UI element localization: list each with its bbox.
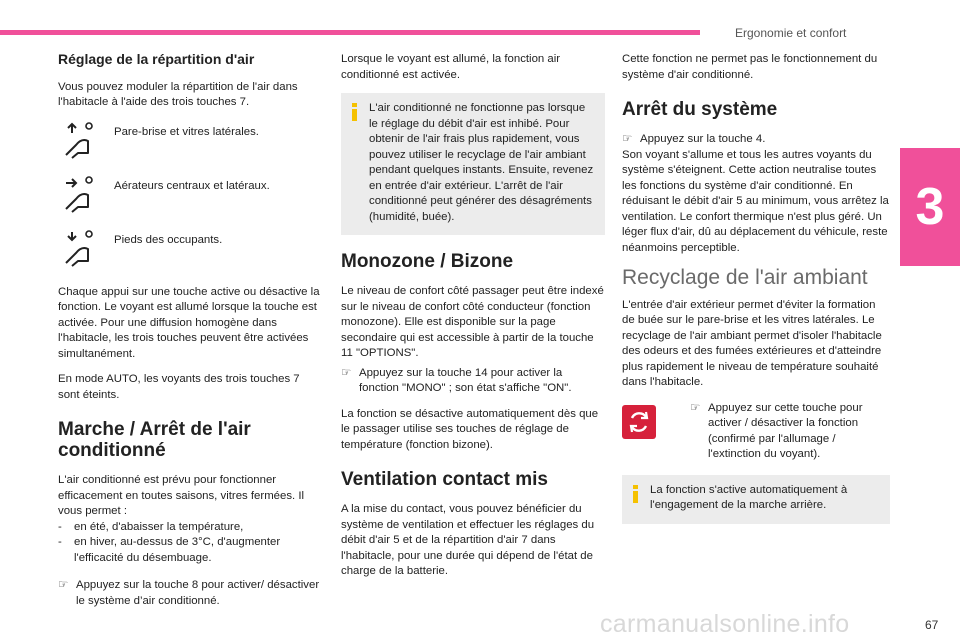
action-item: ☞ Appuyez sur la touche 4.: [622, 132, 890, 148]
section-title: Ergonomie et confort: [735, 26, 847, 40]
chapter-tab: 3: [900, 148, 960, 266]
paragraph: A la mise du contact, vous pouvez bénéficier du système de ventilation et effectuer les réglages du débit d'air 5 et de la répartition d'air 7 dans l'habitacle, pour une durée qui dépend de l'état de charge de la batterie.: [341, 503, 595, 577]
paragraph: Le niveau de confort côté passager peut être indexé sur le niveau de confort côté conducteur (fonction monozone). Elle est disponible sur la page secondaire qui est accessible à partir de la touche 11 "OPTIONS".: [341, 285, 604, 359]
column-3: [622, 52, 890, 536]
info-icon: [632, 485, 640, 503]
watermark: carmanualsonline.info: [600, 610, 850, 638]
action-item: ☞ Appuyez sur la touche 14 pour activer la fonction "MONO" ; son état s'affiche "ON".: [341, 366, 572, 394]
option-label: Pieds des occupants.: [114, 233, 223, 246]
air-distribution-windscreen-icon: [58, 121, 114, 167]
option-feet: [58, 229, 324, 279]
list-item: - en hiver, au-dessus de 3°C, d'augmenter l'efficacité du désembuage.: [58, 536, 281, 564]
paragraph: L'air conditionné est prévu pour fonctionner efficacement en toutes saisons, vitres fermées. Il vous permet :: [58, 474, 305, 517]
paragraph: La fonction se désactive automatiquement dès que le passager utilise ses touches de réglage de température (fonction bizone).: [341, 407, 599, 451]
info-note: L'air conditionné ne fonctionne pas lorsque le réglage du débit d'air est inhibé. Pour obtenir de l'air frais plus rapidement, vous pouvez utiliser le recyclage de l'air ambiant pendant quelques instants. Ensuite, revenez en entrée d'air extérieur. L'arrêt de l'air conditionné peut générer des désagréments (humidité, buée).: [341, 93, 605, 235]
arrow-right-icon: ☞: [622, 133, 633, 145]
column-1: [58, 52, 324, 615]
recycle-action: [622, 401, 890, 463]
option-label: Pare-brise et vitres latérales.: [114, 125, 259, 138]
heading-ac-on-off: Marche / Arrêt de l'air conditionné: [58, 419, 251, 461]
list-item: - en été, d'abaisser la température,: [58, 520, 244, 533]
option-windscreen: [58, 121, 324, 171]
arrow-right-icon: ☞: [58, 579, 69, 591]
intro-text: Vous pouvez moduler la répartition de l'air dans l'habitacle à l'aide des trois touches 7.: [58, 80, 298, 108]
heading-ventilation: Ventilation contact mis: [341, 469, 548, 490]
heading-system-off: Arrêt du système: [622, 99, 778, 120]
paragraph: En mode AUTO, les voyants des trois touches 7 sont éteints.: [58, 373, 300, 401]
column-2: [341, 52, 605, 590]
option-label: Aérateurs centraux et latéraux.: [114, 179, 270, 192]
header-accent-bar: [0, 30, 700, 35]
paragraph: Son voyant s'allume et tous les autres voyants du système s'éteignent. Cette action neutralise toutes les fonctions du système d'air conditionné. En réduisant le débit d'air 5 au minimum, vous arrêtez la ventilation. Le confort thermique n'est plus géré. Un léger flux d'air, dû au déplacement du véhicule, reste néanmoins perceptible.: [622, 148, 889, 254]
page-number: 67: [925, 618, 939, 632]
paragraph: Chaque appui sur une touche active ou désactive la fonction. Le voyant est allumé lorsque la touche est activée. Pour une diffusion homogène dans l'habitacle, les trois touches peuvent être activées simultanément.: [58, 285, 320, 360]
air-distribution-vents-icon: [58, 175, 114, 221]
info-icon: [351, 103, 359, 121]
paragraph: Lorsque le voyant est allumé, la fonction air conditionné est activée.: [341, 53, 561, 81]
info-note: La fonction s'active automatiquement à l'engagement de la marche arrière.: [622, 475, 890, 524]
air-recycle-icon: [622, 405, 656, 439]
air-distribution-feet-icon: [58, 229, 114, 275]
heading-monozone: Monozone / Bizone: [341, 251, 514, 272]
action-item: ☞ Appuyez sur cette touche pour activer / désactiver la fonction (confirmé par l'allumage / l'extinction du voyant).: [690, 401, 863, 460]
action-item: ☞ Appuyez sur la touche 8 pour activer/ désactiver le système d’air conditionné.: [58, 579, 320, 607]
heading-recycling: Recyclage de l'air ambiant: [622, 266, 868, 289]
heading-air-distribution: Réglage de la répartition d'air: [58, 51, 255, 67]
option-vents: [58, 175, 324, 225]
paragraph: L'entrée d'air extérieur permet d'éviter la formation de buée sur le pare-brise et les vitres latérales. Le recyclage de l'air ambiant permet d'isoler l'habitacle des odeurs et des fumées extérieures et d'atteindre plus rapidement le niveau de température souhaité dans l'habitacle.: [622, 298, 882, 388]
arrow-right-icon: ☞: [341, 366, 352, 379]
arrow-right-icon: ☞: [690, 401, 701, 414]
paragraph: Cette fonction ne permet pas le fonctionnement du système d'air conditionné.: [622, 53, 878, 81]
